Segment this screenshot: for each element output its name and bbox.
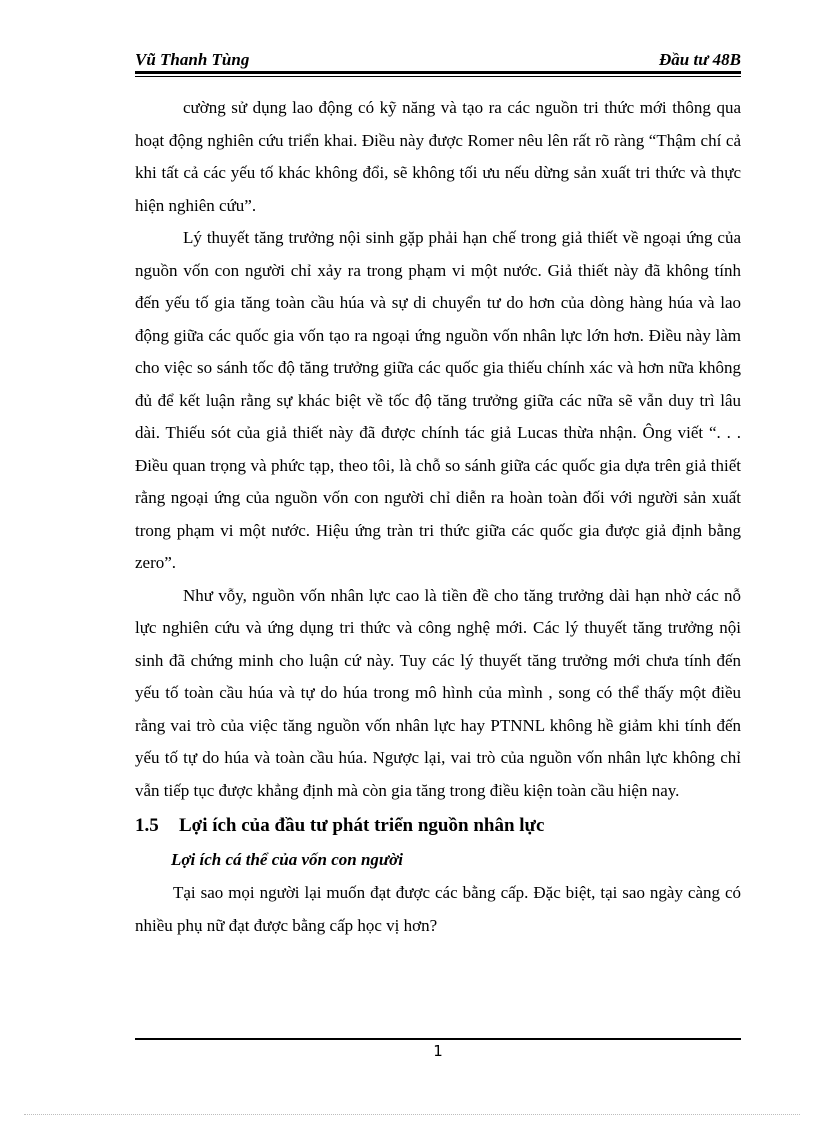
section-heading bbox=[135, 809, 741, 843]
page-number: 1 bbox=[433, 1042, 443, 1060]
header-author: Vũ Thanh Tùng bbox=[135, 50, 250, 69]
paragraph-4: Tại sao mọi người lại muốn đạt được các bằng cấp. Đặc biệt, tại sao ngày càng có nhiều phụ nữ đạt được bằng cấp học vị hơn? bbox=[135, 883, 741, 935]
paragraph-2: Lý thuyết tăng trưởng nội sinh gặp phải hạn chế trong giả thiết về ngoại ứng của nguồn vốn con người chỉ xảy ra trong phạm vi một nước. Giả thiết này đã không tính đến yếu tố gia tăng toàn cầu húa và sự di chuyển tư do hơn của dòng hàng húa và lao động giữa các quốc gia vốn tạo ra ngoại ứng nguồn vốn nhân lực lớn hơn. Điều này làm cho việc so sánh tốc độ tăng trưởng giữa các quốc gia thiếu chính xác và hơn nữa không đủ để kết luận rằng sự khác biệt về tốc độ tăng trưởng giữa các nữa sẽ vẫn duy trì lâu dài. Thiếu sót của giả thiết này đã được chính tác giả Lucas thừa nhận. Ông viết “. . . Điều quan trọng và phức tạp, theo tôi, là chỗ so sánh giữa các quốc gia dựa trên giả thiết rằng ngoại ứng của nguồn vốn con người chỉ diễn ra hoàn toàn đối với người sản xuất trong phạm vi một nước. Hiệu ứng tràn tri thức giữa các quốc gia được giả định bằng zero”. bbox=[135, 228, 741, 572]
header-divider bbox=[135, 71, 741, 74]
page-boundary bbox=[24, 1114, 800, 1115]
document-body bbox=[135, 92, 741, 942]
page-header bbox=[135, 48, 741, 74]
subsection-heading: Lợi ích cá thể của vốn con người bbox=[171, 850, 403, 869]
section-title: Lợi ích của đầu tư phát triển nguồn nhân lực bbox=[179, 815, 545, 836]
header-class: Đầu tư 48B bbox=[659, 50, 741, 69]
paragraph-3: Như vỗy, nguồn vốn nhân lực cao là tiền đề cho tăng trưởng dài hạn nhờ các nỗ lực nghiên cứu và ứng dụng tri thức và công nghệ mới. Các lý thuyết tăng trưởng nội sinh đã chứng minh cho luận cứ này. Tuy các lý thuyết tăng trưởng mới chưa tính đến yếu tố toàn cầu húa và tự do húa trong mô hình của mình , song có thể thấy một điều rằng vai trò của việc tăng nguồn vốn nhân lực hay PTNNL không hề giảm khi tính đến yếu tố tự do húa và toàn cầu húa. Ngược lại, vai trò của nguồn vốn nhân lực không chỉ vẫn tiếp tục được khẳng định mà còn gia tăng trong điều kiện toàn cầu hiện nay. bbox=[135, 585, 741, 800]
section-number: 1.5 bbox=[135, 815, 159, 836]
footer-divider bbox=[135, 1038, 741, 1040]
paragraph-1: cường sử dụng lao động có kỹ năng và tạo ra các nguồn tri thức mới thông qua hoạt động nghiên cứu triển khai. Điều này được Romer nêu lên rất rõ ràng “Thậm chí cả khi tất cả các yếu tố khác không đổi, sẽ không tối ưu nếu dừng sản xuất tri thức và thực hiện nghiên cứu”. bbox=[135, 98, 741, 215]
